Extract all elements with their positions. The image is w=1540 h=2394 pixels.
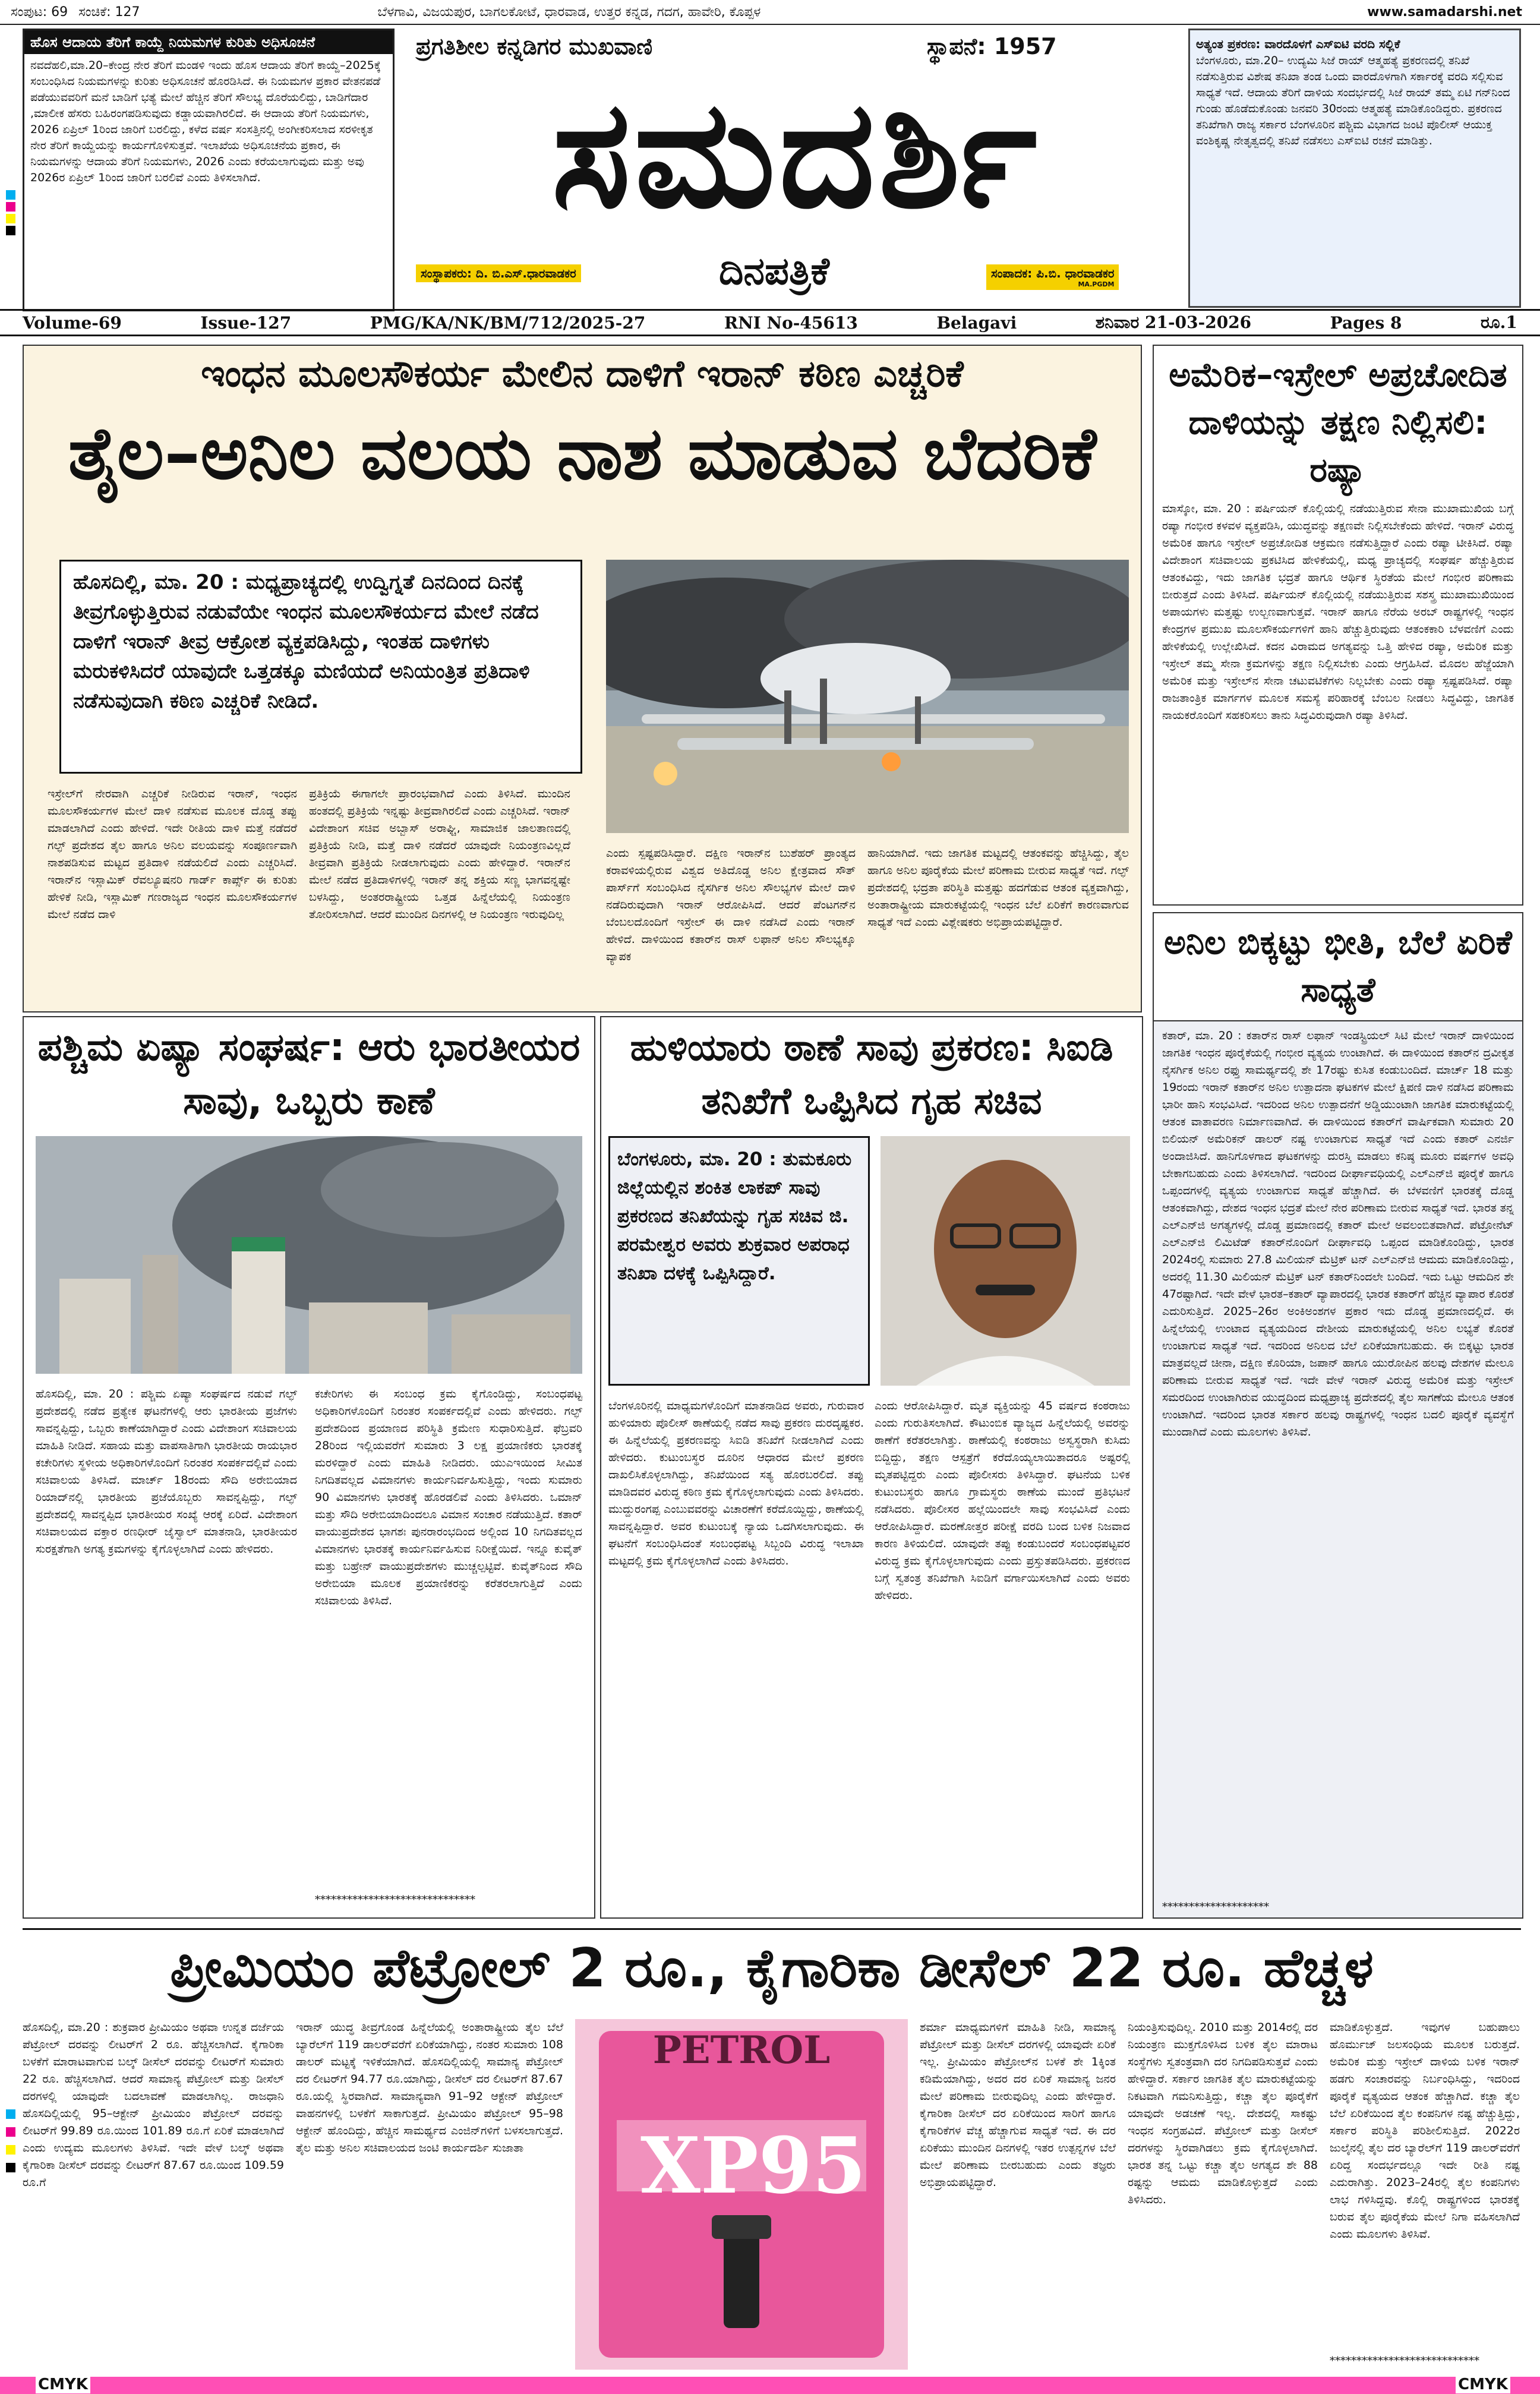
pages: Pages 8 xyxy=(1330,313,1402,333)
petrol-story xyxy=(23,1928,1521,2376)
issue-label: ಸಂಚಿಕೆ: 127 xyxy=(78,4,140,20)
petrol-column-1: ಹೊಸದಿಲ್ಲಿ, ಮಾ.20 : ಶುಕ್ರವಾರ ಪ್ರೀಮಿಯಂ ಅಥವಾ ಉನ್ನತ ದರ್ಜೆಯ ಪೆಟ್ರೋಲ್ ದರವನ್ನು ಲೀಟರ್‌ಗೆ 2 ರೂ. ಹೆಚ್ಚಿಸಲಾಗಿದೆ. ಕೈಗಾರಿಕಾ ಬಳಕೆಗೆ ಮಾರಾಟವಾಗುವ ಬಲ್ಕ್ ಡೀಸೆಲ್ ದರವನ್ನು ಲೀಟರ್‌ಗೆ ಸುಮಾರು 22 ರೂ. ಹೆಚ್ಚಿಸಲಾಗಿದೆ. ಆದರೆ ಸಾಮಾನ್ಯ ಪೆಟ್ರೋಲ್ ಮತ್ತು ಡೀಸೆಲ್ ದರಗಳಲ್ಲಿ ಯಾವುದೇ ಬದಲಾವಣೆ ಮಾಡಲಾಗಿಲ್ಲ. ರಾಜಧಾನಿ ಹೊಸದಿಲ್ಲಿಯಲ್ಲಿ 95–ಆಕ್ಟೇನ್ ಪ್ರೀಮಿಯಂ ಪೆಟ್ರೋಲ್ ದರವನ್ನು ಲೀಟರ್‌ಗೆ 99.89 ರೂ.ಯಿಂದ 101.89 ರೂ.ಗೆ ಏರಿಕೆ ಮಾಡಲಾಗಿದೆ ಎಂದು ಉದ್ಯಮ ಮೂಲಗಳು ತಿಳಿಸಿವೆ. ಇದೇ ವೇಳೆ ಬಲ್ಕ್ ಅಥವಾ ಕೈಗಾರಿಕಾ ಡೀಸೆಲ್ ದರವನ್ನು ಲೀಟರ್‌ಗೆ 87.67 ರೂ.ಯಿಂದ 109.59 ರೂ.ಗೆ xyxy=(23,2021,284,2189)
lead-story xyxy=(23,345,1142,1013)
west-asia-column-2: ಕಚೇರಿಗಳು ಈ ಸಂಬಂಧ ಕ್ರಮ ಕೈಗೊಂಡಿದ್ದು, ಸಂಬಂಧಪಟ್ಟ ಅಧಿಕಾರಿಗಳೊಂದಿಗೆ ನಿರಂತರ ಸಂಪರ್ಕದಲ್ಲಿವೆ ಎಂದು ಹೇಳಿದರು. ಗಲ್ಫ್ ಪ್ರದೇಶದಿಂದ ಪ್ರಯಾಣದ ಪರಿಸ್ಥಿತಿ ಕ್ರಮೇಣ ಸುಧಾರಿಸುತ್ತಿದೆ. ಫೆಬ್ರವರಿ 28ರಿಂದ ಇಲ್ಲಿಯವರೆಗೆ ಸುಮಾರು 3 ಲಕ್ಷ ಪ್ರಯಾಣಿಕರು ಭಾರತಕ್ಕೆ ಮರಳಿದ್ದಾರೆ ಎಂದು ಮಾಹಿತಿ ನೀಡಿದರು. ಯುಎಇಯಿಂದ ಸೀಮಿತ ನಿಗದಿತವಲ್ಲದ ವಿಮಾನಗಳು ಕಾರ್ಯನಿರ್ವಹಿಸುತ್ತಿದ್ದು, ಇಂದು ಸುಮಾರು 90 ವಿಮಾನಗಳು ಭಾರತಕ್ಕೆ ಹೊರಡಲಿವೆ ಎಂದು ತಿಳಿಸಿದರು. ಒಮಾನ್ ಮತ್ತು ಸೌದಿ ಅರೇಬಿಯಾದಿಂದಲೂ ವಿಮಾನ ಸಂಚಾರ ನಡೆಯುತ್ತಿದೆ. ಕತಾರ್ ವಾಯುಪ್ರದೇಶದ ಭಾಗಶಃ ಪುನರಾರಂಭದಿಂದ ಅಲ್ಲಿಂದ 10 ನಿಗದಿತವಲ್ಲದ ವಿಮಾನಗಳು ಭಾರತಕ್ಕೆ ಕಾರ್ಯನಿರ್ವಹಿಸುವ ನಿರೀಕ್ಷೆಯಿದೆ. ಇನ್ನೂ ಕುವೈತ್ ಮತ್ತು ಬಹ್ರೇನ್ ವಾಯುಪ್ರದೇಶಗಳು ಮುಚ್ಚಲ್ಪಟ್ಟಿವೆ. ಕುವೈತ್‌ನಿಂದ ಸೌದಿ ಅರೇಬಿಯಾ ಮೂಲಕ ಪ್ರಯಾಣಿಕರನ್ನು ಕರೆತರಲಾಗುತ್ತಿದೆ ಎಂದು ಸಚಿವಾಲಯ ತಿಳಿಸಿದೆ. xyxy=(315,1387,582,1607)
newspaper-title: ಸಮದರ್ಶಿ xyxy=(551,68,1041,241)
registration: PMG/KA/NK/BM/712/2025-27 xyxy=(370,313,646,333)
lead-column-4: ಹಾನಿಯಾಗಿದೆ. ಇದು ಜಾಗತಿಕ ಮಟ್ಟದಲ್ಲಿ ಆತಂಕವನ್ನು ಹೆಚ್ಚಿಸಿದ್ದು, ತೈಲ ಹಾಗೂ ಅನಿಲ ಪೂರೈಕೆಯ ಮೇಲೆ ಪರಿಣಾಮ ಬೀರುವ ಸಾಧ್ಯತೆ ಇದೆ. ಗಲ್ಫ್ ಪ್ರದೇಶದಲ್ಲಿ ಭದ್ರತಾ ಪರಿಸ್ಥಿತಿ ಮತ್ತಷ್ಟು ಹದಗೆಡುವ ಆತಂಕ ವ್ಯಕ್ತವಾಗಿದ್ದು, ಅಂತಾರಾಷ್ಟ್ರೀಯ ಮಾರುಕಟ್ಟೆಯಲ್ಲಿ ಇಂಧನ ಬೆಲೆ ಏರಿಕೆಗೆ ಕಾರಣವಾಗುವ ಸಾಧ್ಯತೆ ಇದೆ ಎಂದು ವಿಶ್ಲೇಷಕರು ಅಭಿಪ್ರಾಯಪಟ್ಟಿದ್ದಾರೆ. xyxy=(867,847,1129,929)
issue: Issue-127 xyxy=(200,313,292,333)
lead-summary: ಹೊಸದಿಲ್ಲಿ, ಮಾ. 20 : ಮಧ್ಯಪ್ರಾಚ್ಯದಲ್ಲಿ ಉದ್ವಿಗ್ನತೆ ದಿನದಿಂದ ದಿನಕ್ಕೆ ತೀವ್ರಗೊಳ್ಳುತ್ತಿರುವ ನಡುವೆಯೇ ಇಂಧನ ಮೂಲಸೌಕರ್ಯದ ಮೇಲೆ ನಡೆದ ದಾಳಿಗೆ ಇರಾನ್ ತೀವ್ರ ಆಕ್ರೋಶ ವ್ಯಕ್ತಪಡಿಸಿದ್ದು, ಇಂತಹ ದಾಳಿಗಳು ಮರುಕಳಿಸಿದರೆ ಯಾವುದೇ ಒತ್ತಡಕ್ಕೂ ಮಣಿಯದೆ ಅನಿಯಂತ್ರಿತ ಪ್ರತಿದಾಳಿ ನಡೆಸುವುದಾಗಿ ಕಠಿಣ ಎಚ್ಚರಿಕೆ ನೀಡಿದೆ. xyxy=(59,560,582,774)
gas-crisis-body: ಕತಾರ್, ಮಾ. 20 : ಕತಾರ್‌ನ ರಾಸ್ ಲಫಾನ್ ಇಂಡಸ್ಟ್ರಿಯಲ್ ಸಿಟಿ ಮೇಲೆ ಇರಾನ್ ದಾಳಿಯಿಂದ ಜಾಗತಿಕ ಇಂಧನ ಪೂರೈಕೆಯಲ್ಲಿ ಗಂಭೀರ ವ್ಯತ್ಯಯ ಉಂಟಾಗಿದೆ. ಈ ದಾಳಿಯಿಂದ ಕತಾರ್‌ನ ದ್ರವೀಕೃತ ನೈಸರ್ಗಿಕ ಅನಿಲ ರಫ್ತು ಸಾಮರ್ಥ್ಯದಲ್ಲಿ ಶೇ 17ರಷ್ಟು ಕುಸಿತ ಕಂಡುಬಂದಿದೆ. ಮಾರ್ಚ್ 18 ಮತ್ತು 19ರಂದು ಇರಾನ್ ಕತಾರ್‌ನ ಅನಿಲ ಉತ್ಪಾದನಾ ಘಟಕಗಳ ಮೇಲೆ ಕ್ಷಿಪಣಿ ದಾಳಿ ನಡೆಸಿದ ಪರಿಣಾಮ ಭಾರೀ ಹಾನಿ ಸಂಭವಿಸಿದೆ. ಇದರಿಂದ ಅನಿಲ ಉತ್ಪಾದನೆಗೆ ಅಡ್ಡಿಯುಂಟಾಗಿ ಜಾಗತಿಕ ಮಾರುಕಟ್ಟೆಯಲ್ಲಿ ಆತಂಕ ವಾತಾವರಣ ನಿರ್ಮಾಣವಾಗಿದೆ. ಈ ದಾಳಿಯಿಂದ ಕತಾರ್‌ಗೆ ವಾರ್ಷಿಕವಾಗಿ ಸುಮಾರು 20 ಬಿಲಿಯನ್ ಅಮೆರಿಕನ್ ಡಾಲರ್ ನಷ್ಟ ಉಂಟಾಗುವ ಸಾಧ್ಯತೆ ಇದೆ ಎಂದು ಕತಾರ್ ಎನರ್ಜಿ ಅಂದಾಜಿಸಿದೆ. ಹಾನಿಗೊಳಗಾದ ಘಟಕಗಳನ್ನು ದುರಸ್ತಿ ಮಾಡಲು ಕನಿಷ್ಠ ಮೂರು ವರ್ಷಗಳ ಅವಧಿ ಬೇಕಾಗಬಹುದು ಎಂದು ತಿಳಿಸಲಾಗಿದೆ. ಇದರಿಂದ ದೀರ್ಘಾವಧಿಯಲ್ಲಿ ಎಲ್‌ಎನ್‌ಜಿ ಪೂರೈಕೆ ಹಾಗೂ ಒಪ್ಪಂದಗಳಲ್ಲಿ ವ್ಯತ್ಯಯ ಉಂಟಾಗುವ ಸಾಧ್ಯತೆ ಹೆಚ್ಚಾಗಿದೆ. ಈ ಬೆಳವಣಿಗೆ ಭಾರತಕ್ಕೆ ದೊಡ್ಡ ಆತಂಕವಾಗಿದ್ದು, ದೇಶದ ಇಂಧನ ಭದ್ರತೆ ಮೇಲೆ ನೇರ ಪರಿಣಾಮ ಬೀರುವ ಸಾಧ್ಯತೆ ಇದೆ. ಭಾರತ ತನ್ನ ಎಲ್‌ಎನ್‌ಜಿ ಅಗತ್ಯಗಳಲ್ಲಿ ದೊಡ್ಡ ಪ್ರಮಾಣದಲ್ಲಿ ಕತಾರ್ ಮೇಲೆ ಅವಲಂಬಿತವಾಗಿದೆ. ಪೆಟ್ರೋನೆಟ್ ಎಲ್‌ಎನ್‌ಜಿ ಲಿಮಿಟೆಡ್ ಕತಾರ್‌ನೊಂದಿಗೆ ದೀರ್ಘಾವಧಿ ಒಪ್ಪಂದ ಮಾಡಿಕೊಂಡಿದ್ದು, ಭಾರತ 2024ರಲ್ಲಿ ಸುಮಾರು 27.8 ಮಿಲಿಯನ್ ಮೆಟ್ರಿಕ್ ಟನ್ ಎಲ್‌ಎನ್‌ಜಿ ಆಮದು ಮಾಡಿಕೊಂಡಿದ್ದು, ಅದರಲ್ಲಿ 11.30 ಮಿಲಿಯನ್ ಮೆಟ್ರಿಕ್ ಟನ್ ಕತಾರ್‌ನಿಂದಲೇ ಬಂದಿದೆ. ಇದು ಒಟ್ಟು ಆಮದಿನ ಶೇ 47ರಷ್ಟಾಗಿದೆ. ಇದೇ ವೇಳೆ ಭಾರತ–ಕತಾರ್ ವ್ಯಾಪಾರದಲ್ಲಿ ಭಾರತ ಕತಾರ್‌ಗೆ ಹೆಚ್ಚಿನ ವ್ಯಾಪಾರ ಕೊರತೆ ಎದುರಿಸುತ್ತಿದೆ. 2025–26ರ ಅಂಕಿಅಂಶಗಳ ಪ್ರಕಾರ ಇದು ದೊಡ್ಡ ಪ್ರಮಾಣದಲ್ಲಿದೆ. ಈ ಹಿನ್ನೆಲೆಯಲ್ಲಿ ಉಂಟಾದ ವ್ಯತ್ಯಯದಿಂದ ದೇಶೀಯ ಮಾರುಕಟ್ಟೆಯಲ್ಲಿ ಅನಿಲ ಲಭ್ಯತೆ ಕೊರತೆ ಉಂಟಾಗುವ ಸಾಧ್ಯತೆ ಇದೆ. ಇದರಿಂದ ಅನಿಲದ ಬೆಲೆ ಏರಿಕೆಯಾಗಬಹುದು. ಈ ಬಿಕ್ಕಟ್ಟು ಭಾರತ ಮಾತ್ರವಲ್ಲದೆ ಚೀನಾ, ದಕ್ಷಿಣ ಕೊರಿಯಾ, ಜಪಾನ್ ಹಾಗೂ ಯುರೋಪಿನ ಹಲವು ದೇಶಗಳ ಮೇಲೂ ಪರಿಣಾಮ ಬೀರುವ ಸಾಧ್ಯತೆ ಇದೆ. ಇದೇ ವೇಳೆ ಇರಾನ್ ವಿರುದ್ಧ ಅಮೆರಿಕ ಮತ್ತು ಇಸ್ರೇಲ್ ಸಮರದಿಂದ ಉಂಟಾಗಿರುವ ಯುದ್ಧದಿಂದ ಮಧ್ಯಪ್ರಾಚ್ಯ ಪ್ರದೇಶದಲ್ಲಿ ತೈಲ ಸಾಗಣೆಯ ಮೇಲೂ ಆತಂಕ ಉಂಟಾಗಿದೆ. ಇದರಿಂದ ಭಾರತ ಸರ್ಕಾರ ಹಲವು ರಾಷ್ಟ್ರಗಳಲ್ಲಿ ಇಂಧನ ಬದಲಿ ಪೂರೈಕೆ ವ್ಯವಸ್ಥೆಗೆ ಮುಂದಾಗಿದೆ ಎಂದು ಮೂಲಗಳು ತಿಳಿಸಿವೆ. xyxy=(1162,1029,1514,1439)
petrol-sign: PETROL xyxy=(652,2028,831,2073)
editions: ಬೆಳಗಾವಿ, ವಿಜಯಪುರ, ಬಾಗಲಕೋಟೆ, ಧಾರವಾಡ, ಉತ್ತರ ಕನ್ನಡ, ಗದಗ, ಹಾವೇರಿ, ಕೊಪ್ಪಳ xyxy=(377,4,761,20)
registration-black xyxy=(6,2163,15,2172)
minister-portrait xyxy=(881,1136,1130,1386)
income-tax-body: ನವದೆಹಲಿ,ಮಾ.20–ಕೇಂದ್ರ ನೇರ ತೆರಿಗೆ ಮಂಡಳಿ ಇಂದು ಹೊಸ ಆದಾಯ ತೆರಿಗೆ ಕಾಯ್ದೆ–2025ಕ್ಕೆ ಸಂಬಂಧಿಸಿದ ನಿಯಮಗಳನ್ನು ಕುರಿತು ಅಧಿಸೂಚನೆ ಹೊರಡಿಸಿದೆ. ಈ ನಿಯಮಗಳ ಪ್ರಕಾರ ವೇತನಪಡೆ ಪಡೆಯುವವರಿಗೆ ಮನೆ ಬಾಡಿಗೆ ಭತ್ಯೆ ಮೇಲೆ ಹೆಚ್ಚಿನ ತೆರಿಗೆ ಸೌಲಭ್ಯ ದೊರೆಯಲಿದ್ದು, ಬಾಡಿಗೆದಾರ ,ಮಾಲೀಕ ಹೆಸರು ಬಹಿರಂಗಪಡಿಸುವುದು ಕಡ್ಡಾಯವಾಗಿರಲಿದೆ. ಈ ಆದಾಯ ತೆರಿಗೆ ನಿಯಮಗಳು, 2026 ಏಪ್ರಿಲ್ 1ರಿಂದ ಜಾರಿಗೆ ಬರಲಿದ್ದು, ಕಳೆದ ವರ್ಷ ಸಂಸತ್ತಿನಲ್ಲಿ ಅಂಗೀಕರಿಸಲಾದ ಸರಳೀಕೃತ ನೇರ ತೆರಿಗೆ ಕಾಯ್ದೆಯನ್ನು ಕಾರ್ಯಗೊಳಿಸುತ್ತವೆ. ಇಲಾಖೆಯ ಅಧಿಸೂಚನೆಯ ಪ್ರಕಾರ, ಈ ನಿಯಮಗಳನ್ನು ಆದಾಯ ತೆರಿಗೆ ನಿಯಮಗಳು, 2026 ಎಂದು ಕರೆಯಲಾಗುವುದು ಮತ್ತು ಅವು 2026ರ ಏಪ್ರಿಲ್ 1ರಿಂದ ಜಾರಿಗೆ ಬರಲಿವೆ ಎಂದು ತಿಳಿಸಲಾಗಿದೆ. xyxy=(30,59,381,184)
registration-magenta xyxy=(6,2127,15,2137)
price: ರೂ.1 xyxy=(1481,313,1517,332)
huliyaru-summary: ಬೆಂಗಳೂರು, ಮಾ. 20 : ತುಮಕೂರು ಜಿಲ್ಲೆಯಲ್ಲಿನ ಶಂಕಿತ ಲಾಕಪ್ ಸಾವು ಪ್ರಕರಣದ ತನಿಖೆಯನ್ನು ಗೃಹ ಸಚಿವ ಜಿ. ಪರಮೇಶ್ವರ ಅವರು ಶುಕ್ರವಾರ ಅಪರಾಧ ತನಿಖಾ ದಳಕ್ಕೆ ಒಪ್ಪಿಸಿದ್ದಾರೆ. xyxy=(608,1136,870,1386)
city-smoke-photo xyxy=(36,1136,582,1374)
registration-yellow xyxy=(6,2145,15,2155)
lead-column-2: ಪ್ರತಿಕ್ರಿಯೆ ಈಗಾಗಲೇ ಪ್ರಾರಂಭವಾಗಿದೆ ಎಂದು ತಿಳಿಸಿದೆ. ಮುಂದಿನ ಹಂತದಲ್ಲಿ ಪ್ರತಿಕ್ರಿಯೆ ಇನ್ನಷ್ಟು ತೀವ್ರವಾಗಿರಲಿದೆ ಎಂದು ಎಚ್ಚರಿಸಿದೆ. ಇರಾನ್ ವಿದೇಶಾಂಗ ಸಚಿವ ಅಬ್ಬಾಸ್ ಅರಾಘ್ಚಿ, ಸಾಮಾಜಿಕ ಜಾಲತಾಣದಲ್ಲಿ ಪ್ರತಿಕ್ರಿಯೆ ನೀಡಿ, ಮತ್ತೆ ದಾಳಿ ನಡೆದರೆ ಯಾವುದೇ ನಿಯಂತ್ರಣವಿಲ್ಲದೆ ತೀವ್ರವಾಗಿ ಪ್ರತಿಕ್ರಿಯೆ ನೀಡಲಾಗುವುದು ಎಂದು ಹೇಳಿದ್ದಾರೆ. ಇರಾನ್‌ನ ಮೇಲೆ ನಡೆದ ಪ್ರತಿದಾಳಿಗಳಲ್ಲಿ ಇರಾನ್ ತನ್ನ ಶಕ್ತಿಯ ಸಣ್ಣ ಭಾಗವನ್ನಷ್ಟೇ ಬಳಸಿದ್ದು, ಅಂತರರಾಷ್ಟ್ರೀಯ ಒತ್ತಡ ಹಿನ್ನೆಲೆಯಲ್ಲಿ ನಿಯಂತ್ರಣ ತೋರಿಸಲಾಗಿದೆ. ಆದರೆ ಮುಂದಿನ ದಿನಗಳಲ್ಲಿ ಆ ನಿಯಂತ್ರಣ ಇರುವುದಿಲ್ಲ xyxy=(309,787,570,921)
lead-headline[interactable]: ತೈಲ–ಅನಿಲ ವಲಯ ನಾಶ ಮಾಡುವ ಬೆದರಿಕೆ xyxy=(68,411,1097,496)
gas-crisis-headline[interactable]: ಅನಿಲ ಬಿಕ್ಕಟ್ಟು ಭೀತಿ, ಬೆಲೆ ಏರಿಕೆ ಸಾಧ್ಯತೆ xyxy=(1154,913,1522,1021)
footer-strip xyxy=(0,2377,1540,2394)
registration-cyan xyxy=(6,2109,15,2119)
sit-report-box xyxy=(1188,29,1521,308)
founded: ಸ್ಥಾಪನೆ: 1957 xyxy=(927,33,1057,59)
date: ಶನಿವಾರ 21-03-2026 xyxy=(1095,313,1252,332)
income-tax-heading: ಹೊಸ ಆದಾಯ ತೆರಿಗೆ ಕಾಯ್ದೆ ನಿಯಮಗಳ ಕುರಿತು ಅಧಿಸೂಚನೆ xyxy=(24,30,393,54)
huliyaru-headline[interactable]: ಹುಳಿಯಾರು ಠಾಣೆ ಸಾವು ಪ್ರಕರಣ: ಸಿಐಡಿ ತನಿಖೆಗೆ ಒಪ್ಪಿಸಿದ ಗೃಹ ಸಚಿವ xyxy=(630,1026,1113,1122)
editor-name: ಸಂಪಾದಕ: ಪಿ.ಬಿ. ಧಾರವಾಡಕರ xyxy=(991,266,1115,280)
gas-crisis-story xyxy=(1153,912,1523,1919)
sit-report-body: ಬೆಂಗಳೂರು, ಮಾ.20– ಉದ್ಯಮಿ ಸಿಜೆ ರಾಯ್ ಆತ್ಮಹತ್ಯೆ ಪ್ರಕರಣದಲ್ಲಿ ತನಿಖೆ ನಡೆಸುತ್ತಿರುವ ವಿಶೇಷ ತನಿಖಾ ತಂಡ ಒಂದು ವಾರದೊಳಗಾಗಿ ಸರ್ಕಾರಕ್ಕೆ ವರದಿ ಸಲ್ಲಿಸುವ ಸಾಧ್ಯತೆ ಇದೆ. ಆದಾಯ ತೆರಿಗೆ ದಾಳಿಯ ಸಂದರ್ಭದಲ್ಲಿ ಸಿಜೆ ರಾಯ್ ತಮ್ಮ ಏಟಿ ಗನ್‌ನಿಂದ ಗುಂಡು ಹೊಡೆದುಕೊಂಡು ಜನವರಿ 30ರಂದು ಆತ್ಮಹತ್ಯೆ ಮಾಡಿಕೊಂಡಿದ್ದರು. ಪ್ರಕರಣದ ತನಿಖೆಗಾಗಿ ರಾಜ್ಯ ಸರ್ಕಾರ ಬೆಂಗಳೂರಿನ ಪಶ್ಚಿಮ ವಿಭಾಗದ ಜಂಟಿ ಪೊಲೀಸ್ ಆಯುಕ್ತ ವಂಶಿಕೃಷ್ಣ ನೇತೃತ್ವದಲ್ಲಿ ತನಿಖೆ ನಡೆಸಲು ಎಸ್‌ಐಟಿ ರಚನೆ ಮಾಡಿತ್ತು. xyxy=(1196,54,1510,147)
russia-headline[interactable]: ಅಮೆರಿಕ–ಇಸ್ರೇಲ್ ಅಪ್ರಚೋದಿತ ದಾಳಿಯನ್ನು ತಕ್ಷಣ ನಿಲ್ಲಿಸಲಿ: ರಷ್ಯಾ xyxy=(1169,356,1507,490)
huliyaru-column-1: ಬೆಂಗಳೂರಿನಲ್ಲಿ ಮಾಧ್ಯಮಗಳೊಂದಿಗೆ ಮಾತನಾಡಿದ ಅವರು, ಗುರುವಾರ ಹುಳಿಯಾರು ಪೊಲೀಸ್ ಠಾಣೆಯಲ್ಲಿ ನಡೆದ ಸಾವು ಪ್ರಕರಣ ದುರದೃಷ್ಟಕರ. ಈ ಹಿನ್ನೆಲೆಯಲ್ಲಿ ಪ್ರಕರಣವನ್ನು ಸಿಐಡಿ ತನಿಖೆಗೆ ನೀಡಲಾಗಿದೆ ಎಂದು ಹೇಳಿದರು. ಕುಟುಂಬಸ್ಥರ ದೂರಿನ ಆಧಾರದ ಮೇಲೆ ಪ್ರಕರಣ ದಾಖಲಿಸಿಕೊಳ್ಳಲಾಗಿದ್ದು, ತನಿಖೆಯಿಂದ ಸತ್ಯ ಹೊರಬರಲಿದೆ. ತಪ್ಪು ಮಾಡಿದವರ ವಿರುದ್ಧ ಕಠಿಣ ಕ್ರಮ ಕೈಗೊಳ್ಳಲಾಗುವುದು ಎಂದು ತಿಳಿಸಿದರು. ಮುದ್ದುರಂಗಪ್ಪ ಎಂಬುವವರನ್ನು ವಿಚಾರಣೆಗೆ ಕರೆದೊಯ್ದಿದ್ದು, ಠಾಣೆಯಲ್ಲಿ ಸಾವನ್ನಪ್ಪಿದ್ದಾರೆ. ಅವರ ಕುಟುಂಬಕ್ಕೆ ನ್ಯಾಯ ಒದಗಿಸಲಾಗುವುದು. ಈ ಘಟನೆಗೆ ಸಂಬಂಧಿಸಿದಂತೆ ಸಂಬಂಧಪಟ್ಟ ಸಿಬ್ಬಂದಿ ವಿರುದ್ಧ ಇಲಾಖಾ ಮಟ್ಟದಲ್ಲಿ ಕ್ರಮ ಕೈಗೊಳ್ಳಲಾಗಿದೆ ಎಂದು ತಿಳಿಸಿದರು. xyxy=(608,1399,864,1567)
tagline: ಪ್ರಗತಿಶೀಲ ಕನ್ನಡಿಗರ ಮುಖವಾಣಿ xyxy=(416,33,653,59)
registration-cyan xyxy=(6,190,15,200)
registration-yellow xyxy=(6,214,15,223)
west-asia-headline[interactable]: ಪಶ್ಚಿಮ ಏಷ್ಯಾ ಸಂಘರ್ಷ: ಆರು ಭಾರತೀಯರ ಸಾವು, ಒಬ್ಬರು ಕಾಣೆ xyxy=(37,1026,580,1123)
petrol-column-4: ನಿಯಂತ್ರಿಸುವುದಿಲ್ಲ. 2010 ಮತ್ತು 2014ರಲ್ಲಿ ದರ ನಿಯಂತ್ರಣ ಮುಕ್ತಗೊಳಿಸಿದ ಬಳಿಕ ತೈಲ ಮಾರಾಟ ಸಂಸ್ಥೆಗಳು ಸ್ವತಂತ್ರವಾಗಿ ದರ ನಿಗದಿಪಡಿಸುತ್ತವೆ ಎಂದು ಹೇಳಿದ್ದಾರೆ. ಸರ್ಕಾರ ಜಾಗತಿಕ ತೈಲ ಮಾರುಕಟ್ಟೆಯನ್ನು ನಿಕಟವಾಗಿ ಗಮನಿಸುತ್ತಿದ್ದು, ಕಚ್ಚಾ ತೈಲ ಪೂರೈಕೆಗೆ ಯಾವುದೇ ಅಡಚಣೆ ಇಲ್ಲ. ದೇಶದಲ್ಲಿ ಸಾಕಷ್ಟು ಇಂಧನ ಸಂಗ್ರಹವಿದೆ. ಪೆಟ್ರೋಲ್ ಮತ್ತು ಡೀಸೆಲ್ ದರಗಳನ್ನು ಸ್ಥಿರವಾಗಿಡಲು ಕ್ರಮ ಕೈಗೊಳ್ಳಲಾಗಿದೆ. ಭಾರತ ತನ್ನ ಒಟ್ಟು ಕಚ್ಚಾ ತೈಲ ಅಗತ್ಯದ ಶೇ 88 ರಷ್ಟನ್ನು ಆಮದು ಮಾಡಿಕೊಳ್ಳುತ್ತದೆ ಎಂದು ತಿಳಿಸಿದರು. xyxy=(1128,2021,1318,2206)
founder-label: ಸಂಸ್ಥಾಪಕರು: ದಿ. ಬಿ.ಎಸ್.ಧಾರವಾಡಕರ xyxy=(416,264,581,282)
sit-report-heading: ಅತ್ಯಂತ ಪ್ರಕರಣ: ವಾರದೊಳಗೆ ಎಸ್‌ಐಟಿ ವರದಿ ಸಲ್ಲಿಕೆ xyxy=(1196,37,1400,51)
huliyaru-column-2: ಎಂದು ಆರೋಪಿಸಿದ್ದಾರೆ. ಮೃತ ವ್ಯಕ್ತಿಯನ್ನು 45 ವರ್ಷದ ಕಂಠರಾಜು ಎಂದು ಗುರುತಿಸಲಾಗಿದೆ. ಕೌಟುಂಬಿಕ ವ್ಯಾಜ್ಯದ ಹಿನ್ನೆಲೆಯಲ್ಲಿ ಅವರನ್ನು ಠಾಣೆಗೆ ಕರೆತರಲಾಗಿತ್ತು. ಠಾಣೆಯಲ್ಲಿ ಕಂಠರಾಜು ಅಸ್ವಸ್ಥರಾಗಿ ಕುಸಿದು ಬಿದ್ದಿದ್ದು, ತಕ್ಷಣ ಆಸ್ಪತ್ರೆಗೆ ಕರೆದೊಯ್ಯಲಾಯಿತಾದರೂ ಅಷ್ಟರಲ್ಲಿ ಮೃತಪಟ್ಟಿದ್ದರು ಎಂದು ಪೊಲೀಸರು ತಿಳಿಸಿದ್ದಾರೆ. ಘಟನೆಯ ಬಳಿಕ ಕುಟುಂಬಸ್ಥರು ಹಾಗೂ ಗ್ರಾಮಸ್ಥರು ಠಾಣೆಯ ಮುಂದೆ ಪ್ರತಿಭಟನೆ ನಡೆಸಿದರು. ಪೊಲೀಸರ ಹಲ್ಲೆಯಿಂದಲೇ ಸಾವು ಸಂಭವಿಸಿದೆ ಎಂದು ಆರೋಪಿಸಿದ್ದಾರೆ. ಮರಣೋತ್ತರ ಪರೀಕ್ಷೆ ವರದಿ ಬಂದ ಬಳಿಕ ನಿಜವಾದ ಕಾರಣ ತಿಳಿಯಲಿದೆ. ಯಾವುದೇ ತಪ್ಪು ಕಂಡುಬಂದರೆ ಸಂಬಂಧಪಟ್ಟವರ ವಿರುದ್ಧ ಕ್ರಮ ಕೈಗೊಳ್ಳಲಾಗುವುದು ಎಂದು ಪ್ರಸ್ತುತಪಡಿಸಿದರು. ಪ್ರಕರಣದ ಬಗ್ಗೆ ಸ್ವತಂತ್ರ ತನಿಖೆಗಾಗಿ ಸಿಐಡಿಗೆ ವರ್ಗಾಯಿಸಲಾಗಿದೆ ಎಂದು ಅವರು ಹೇಳಿದರು. xyxy=(875,1399,1130,1602)
top-strip xyxy=(0,0,1540,25)
lead-kicker: ಇಂಧನ ಮೂಲಸೌಕರ್ಯ ಮೇಲಿನ ದಾಳಿಗೆ ಇರಾನ್ ಕಠಿಣ ಎಚ್ಚರಿಕೆ xyxy=(201,352,964,395)
oil-facility-fire-photo xyxy=(606,560,1129,833)
west-asia-column-1: ಹೊಸದಿಲ್ಲಿ, ಮಾ. 20 : ಪಶ್ಚಿಮ ಏಷ್ಯಾ ಸಂಘರ್ಷದ ನಡುವೆ ಗಲ್ಫ್ ಪ್ರದೇಶದಲ್ಲಿ ನಡೆದ ಪ್ರತ್ಯೇಕ ಘಟನೆಗಳಲ್ಲಿ ಆರು ಭಾರತೀಯ ಪ್ರಜೆಗಳು ಸಾವನ್ನಪ್ಪಿದ್ದು, ಒಬ್ಬರು ಕಾಣೆಯಾಗಿದ್ದಾರೆ ಎಂದು ವಿದೇಶಾಂಗ ಸಚಿವಾಲಯ ಮಾಹಿತಿ ನೀಡಿದೆ. ಸಹಾಯ ಮತ್ತು ವಾಪಸಾತಿಗಾಗಿ ಭಾರತೀಯ ರಾಯಭಾರ ಕಚೇರಿಗಳು ಸ್ಥಳೀಯ ಅಧಿಕಾರಿಗಳೊಂದಿಗೆ ನಿರಂತರ ಸಂಪರ್ಕದಲ್ಲಿವೆ ಎಂದು ಸಚಿವಾಲಯ ತಿಳಿಸಿದೆ. ಮಾರ್ಚ್ 18ರಂದು ಸೌದಿ ಅರೇಬಿಯಾದ ರಿಯಾದ್‌ನಲ್ಲಿ ಭಾರತೀಯ ಪ್ರಜೆಯೊಬ್ಬರು ಸಾವನ್ನಪ್ಪಿದ್ದು, ಗಲ್ಫ್ ಪ್ರದೇಶದಲ್ಲಿ ಸಾವನ್ನಪ್ಪಿದ ಭಾರತೀಯರ ಸಂಖ್ಯೆ ಆರಕ್ಕೆ ಏರಿದೆ. ವಿದೇಶಾಂಗ ಸಚಿವಾಲಯದ ವಕ್ತಾರ ರಣಧೀರ್ ಜೈಸ್ವಾಲ್ ಮಾತನಾಡಿ, ಭಾರತೀಯರ ಸುರಕ್ಷತೆಗಾಗಿ ಅಗತ್ಯ ಕ್ರಮಗಳನ್ನು ಕೈಗೊಳ್ಳಲಾಗಿದೆ ಎಂದು ಹೇಳಿದರು. xyxy=(36,1387,297,1556)
petrol-column-2: ಇರಾನ್ ಯುದ್ಧ ತೀವ್ರಗೊಂಡ ಹಿನ್ನೆಲೆಯಲ್ಲಿ ಅಂತಾರಾಷ್ಟ್ರೀಯ ತೈಲ ಬೆಲೆ ಬ್ಯಾರೆಲ್‌ಗೆ 119 ಡಾಲರ್‌ವರೆಗೆ ಏರಿಕೆಯಾಗಿದ್ದು, ನಂತರ ಸುಮಾರು 108 ಡಾಲರ್ ಮಟ್ಟಕ್ಕೆ ಇಳಿಕೆಯಾಗಿದೆ. ಹೊಸದಿಲ್ಲಿಯಲ್ಲಿ ಸಾಮಾನ್ಯ ಪೆಟ್ರೋಲ್ ದರ ಲೀಟರ್‌ಗೆ 94.77 ರೂ.ಯಾಗಿದ್ದು, ಡೀಸೆಲ್ ದರ ಲೀಟರ್‌ಗೆ 87.67 ರೂ.ಯಲ್ಲಿ ಸ್ಥಿರವಾಗಿದೆ. ಸಾಮಾನ್ಯವಾಗಿ 91–92 ಆಕ್ಟೇನ್ ಪೆಟ್ರೋಲ್ ವಾಹನಗಳಲ್ಲಿ ಬಳಕೆಗೆ ಸಾಕಾಗುತ್ತದೆ. ಪ್ರೀಮಿಯಂ ಪೆಟ್ರೋಲ್ 95–98 ಆಕ್ಟೇನ್ ಹೊಂದಿದ್ದು, ಹೆಚ್ಚಿನ ಸಾಮರ್ಥ್ಯದ ಎಂಜಿನ್‌ಗಳಿಗೆ ಬಳಸಲಾಗುತ್ತದೆ. ತೈಲ ಮತ್ತು ಅನಿಲ ಸಚಿವಾಲಯದ ಜಂಟಿ ಕಾರ್ಯದರ್ಶಿ ಸುಜಾತಾ xyxy=(296,2021,563,2155)
petrol-headline[interactable]: ಪ್ರೀಮಿಯಂ ಪೆಟ್ರೋಲ್ 2 ರೂ., ಕೈಗಾರಿಕಾ ಡೀಸೆಲ್ 22 ರೂ. ಹೆಚ್ಚಳ xyxy=(170,1937,1374,1999)
russia-body: ಮಾಸ್ಕೋ, ಮಾ. 20 : ಪರ್ಷಿಯನ್ ಕೊಲ್ಲಿಯಲ್ಲಿ ನಡೆಯುತ್ತಿರುವ ಸೇನಾ ಮುಖಾಮುಖಿಯ ಬಗ್ಗೆ ರಷ್ಯಾ ಗಂಭೀರ ಕಳವಳ ವ್ಯಕ್ತಪಡಿಸಿ, ಯುದ್ಧವನ್ನು ತಕ್ಷಣವೇ ನಿಲ್ಲಿಸಬೇಕೆಂದು ಹೇಳಿದೆ. ಇರಾನ್ ವಿರುದ್ಧ ಅಮೆರಿಕ ಹಾಗೂ ಇಸ್ರೇಲ್ ಅಪ್ರಚೋದಿತ ಆಕ್ರಮಣ ನಡೆಸುತ್ತಿದ್ದಾರೆ ಎಂದು ರಷ್ಯಾ ಟೀಕಿಸಿದೆ. ರಷ್ಯಾ ವಿದೇಶಾಂಗ ಸಚಿವಾಲಯ ಪ್ರಕಟಿಸಿದ ಹೇಳಿಕೆಯಲ್ಲಿ, ಮಧ್ಯ ಪ್ರಾಚ್ಯದಲ್ಲಿ ಸಂಘರ್ಷ ಹೆಚ್ಚುತ್ತಿರುವ ಆತಂಕವಿದ್ದು, ಇದು ಜಾಗತಿಕ ಭದ್ರತೆ ಹಾಗೂ ಆರ್ಥಿಕ ಸ್ಥಿರತೆಯ ಮೇಲೆ ಗಂಭೀರ ಪರಿಣಾಮ ಬೀರುತ್ತದೆ ಎಂದು ತಿಳಿಸಿದೆ. ಪರ್ಷಿಯನ್ ಕೊಲ್ಲಿಯಲ್ಲಿ ನಡೆಯುತ್ತಿರುವ ಸಶಸ್ತ್ರ ಮುಖಾಮುಖಿಯಿಂದ ಅಪಾಯಗಳು ಮತ್ತಷ್ಟು ಉಲ್ಬಣವಾಗುತ್ತವೆ. ಇರಾನ್ ಹಾಗೂ ನೆರೆಯ ಅರಬ್ ರಾಷ್ಟ್ರಗಳಲ್ಲಿ ಇಂಧನ ಕೇಂದ್ರಗಳ ಪ್ರಮುಖ ಮೂಲಸೌಕರ್ಯಗಳಿಗೆ ಹಾನಿ ಹೆಚ್ಚುತ್ತಿರುವುದು ಆತಂಕಕಾರಿ ಬೆಳವಣಿಗೆ ಎಂದು ಹೇಳಿಕೆಯಲ್ಲಿ ಉಲ್ಲೇಖಿಸಿದೆ. ಕದನ ವಿರಾಮದ ಅಗತ್ಯವನ್ನು ಒತ್ತಿ ಹೇಳಿದ ರಷ್ಯಾ, ಅಮೆರಿಕ ಮತ್ತು ಇಸ್ರೇಲ್ ತಮ್ಮ ಸೇನಾ ಕ್ರಮಗಳನ್ನು ತಕ್ಷಣ ನಿಲ್ಲಿಸಬೇಕು ಎಂದು ಆಗ್ರಹಿಸಿದೆ. ಮೊದಲ ಹೆಜ್ಜೆಯಾಗಿ ಅಮೆರಿಕ ಮತ್ತು ಇಸ್ರೇಲ್‌ನ ಸೇನಾ ಚಟುವಟಿಕೆಗಳು ನಿಲ್ಲಬೇಕು ಎಂದು ರಷ್ಯಾ ಸ್ಪಷ್ಟಪಡಿಸಿದೆ. ರಷ್ಯಾ ರಾಜತಾಂತ್ರಿಕ ಮಾರ್ಗಗಳ ಮೂಲಕ ಸಮಸ್ಯೆ ಪರಿಹಾರಕ್ಕೆ ಬೆಂಬಲ ನೀಡಲು ಸಿದ್ಧವಿದ್ದು, ಜಾಗತಿಕ ನಾಯಕರೊಂದಿಗೆ ಸಹಕರಿಸಲು ತಾನು ಸಿದ್ಧವಿರುವುದಾಗಿ ರಷ್ಯಾ ತಿಳಿಸಿದೆ. xyxy=(1162,502,1514,722)
editor-degree: MA.PGDM xyxy=(1078,280,1115,288)
newspaper-subtitle: ದಿನಪತ್ರಿಕೆ xyxy=(719,250,829,294)
west-asia-divider: ****************************** xyxy=(315,1894,475,1906)
registration-magenta xyxy=(6,202,15,212)
gas-crisis-divider: ******************** xyxy=(1162,1901,1269,1913)
huliyaru-story xyxy=(600,1016,1143,1919)
volume: Volume-69 xyxy=(23,313,122,333)
lead-column-3: ಎಂದು ಸ್ಪಷ್ಟಪಡಿಸಿದ್ದಾರೆ. ದಕ್ಷಿಣ ಇರಾನ್‌ನ ಬುಶೆಹರ್ ಪ್ರಾಂತ್ಯದ ಕರಾವಳಿಯಲ್ಲಿರುವ ವಿಶ್ವದ ಅತಿದೊಡ್ಡ ಅನಿಲ ಕ್ಷೇತ್ರವಾದ ಸೌತ್ ಪಾರ್ಸ್‌ಗೆ ಸಂಬಂಧಿಸಿದ ನೈಸರ್ಗಿಕ ಅನಿಲ ಸೌಲಭ್ಯಗಳ ಮೇಲೆ ದಾಳಿ ನಡೆದಿರುವುದಾಗಿ ಇರಾನ್ ಆರೋಪಿಸಿದೆ. ಆದರೆ ಪೆಂಟಗನ್‌ನ ಬೆಂಬಲದೊಂದಿಗೆ ಇಸ್ರೇಲ್ ಈ ದಾಳಿ ನಡೆಸಿದೆ ಎಂದು ಇರಾನ್ ಹೇಳಿದೆ. ದಾಳಿಯಿಂದ ಕತಾರ್‌ನ ರಾಸ್ ಲಫಾನ್ ಅನಿಲ ಸೌಲಭ್ಯಕ್ಕೂ ವ್ಯಾಪಕ xyxy=(606,847,856,963)
income-tax-box xyxy=(23,29,395,311)
website-link[interactable]: www.samadarshi.net xyxy=(1367,4,1522,20)
lead-column-1: ಇಸ್ರೇಲ್‌ಗೆ ನೇರವಾಗಿ ಎಚ್ಚರಿಕೆ ನೀಡಿರುವ ಇರಾನ್, ಇಂಧನ ಮೂಲಸೌಕರ್ಯಗಳ ಮೇಲೆ ದಾಳಿ ನಡೆಸುವ ಮೂಲಕ ದೊಡ್ಡ ತಪ್ಪು ಮಾಡಲಾಗಿದೆ ಎಂದು ಹೇಳಿದೆ. ಇದೇ ರೀತಿಯ ದಾಳಿ ಮತ್ತೆ ನಡೆದರೆ ಗಲ್ಫ್ ಪ್ರದೇಶದ ತೈಲ ಹಾಗೂ ಅನಿಲ ವಲಯವನ್ನು ಸಂಪೂರ್ಣವಾಗಿ ನಾಶಪಡಿಸುವ ಮಟ್ಟದ ಪ್ರತಿದಾಳಿ ನಡೆಯಲಿದೆ ಎಂದು ಎಚ್ಚರಿಸಿದೆ. ಇರಾನ್‌ನ ಇಸ್ಲಾಮಿಕ್ ರೆವಲ್ಯೂಷನರಿ ಗಾರ್ಡ್ ಕಾರ್ಪ್ಸ್ ಈ ಕುರಿತು ಹೇಳಿಕೆ ನೀಡಿ, ಇಸ್ಲಾಮಿಕ್ ಗಣರಾಜ್ಯದ ಇಂಧನ ಮೂಲಸೌಕರ್ಯಗಳ ಮೇಲೆ ನಡೆದ ದಾಳಿ xyxy=(48,787,297,921)
russia-story xyxy=(1153,345,1523,906)
petrol-divider: **************************** xyxy=(1330,2355,1479,2367)
cmyk-right: CMYK xyxy=(1456,2376,1510,2393)
editor-label xyxy=(986,264,1119,290)
xp95-sign: XP95 xyxy=(640,2120,866,2211)
west-asia-story xyxy=(23,1016,595,1919)
city: Belagavi xyxy=(936,313,1017,333)
petrol-column-5: ಮಾಡಿಕೊಳ್ಳುತ್ತದೆ. ಇವುಗಳ ಬಹುಪಾಲು ಹೊರ್ಮುಜ್ ಜಲಸಂಧಿಯ ಮೂಲಕ ಬರುತ್ತದೆ. ಅಮೆರಿಕ ಮತ್ತು ಇಸ್ರೇಲ್ ದಾಳಿಯ ಬಳಿಕ ಇರಾನ್ ಹಡಗು ಸಂಚಾರವನ್ನು ನಿರ್ಬಂಧಿಸಿದ್ದು, ಇದರಿಂದ ಪೂರೈಕೆ ವ್ಯತ್ಯಯದ ಆತಂಕ ಹೆಚ್ಚಾಗಿದೆ. ಕಚ್ಚಾ ತೈಲ ಬೆಲೆ ಏರಿಕೆಯಿಂದ ತೈಲ ಕಂಪನಿಗಳ ನಷ್ಟ ಹೆಚ್ಚುತ್ತಿದ್ದು, ಸರ್ಕಾರ ಪರಿಸ್ಥಿತಿ ಪರಿಶೀಲಿಸುತ್ತಿದೆ. 2022ರ ಜುಲೈನಲ್ಲಿ ತೈಲ ದರ ಬ್ಯಾರೆಲ್‌ಗೆ 119 ಡಾಲರ್‌ವರೆಗೆ ಏರಿದ್ದ ಸಂದರ್ಭದಲ್ಲೂ ಇದೇ ರೀತಿ ನಷ್ಟ ಎದುರಾಗಿತ್ತು. 2023–24ರಲ್ಲಿ ತೈಲ ಕಂಪನಿಗಳು ಲಾಭ ಗಳಿಸಿದ್ದವು. ಕೊಲ್ಲಿ ರಾಷ್ಟ್ರಗಳಿಂದ ಭಾರತಕ್ಕೆ ಬರುವ ತೈಲ ಪೂರೈಕೆಯ ಮೇಲೆ ನಿಗಾ ವಹಿಸಲಾಗಿದೆ ಎಂದು ಮೂಲಗಳು ತಿಳಿಸಿವೆ. xyxy=(1330,2021,1520,2241)
registration-black xyxy=(6,226,15,235)
petrol-column-3: ಶರ್ಮಾ ಮಾಧ್ಯಮಗಳಿಗೆ ಮಾಹಿತಿ ನೀಡಿ, ಸಾಮಾನ್ಯ ಪೆಟ್ರೋಲ್ ಮತ್ತು ಡೀಸೆಲ್ ದರಗಳಲ್ಲಿ ಯಾವುದೇ ಏರಿಕೆ ಇಲ್ಲ. ಪ್ರೀಮಿಯಂ ಪೆಟ್ರೋಲ್‌ನ ಬಳಕೆ ಶೇ 1ಕ್ಕಿಂತ ಕಡಿಮೆಯಾಗಿದ್ದು, ಅದರ ದರ ಏರಿಕೆ ಸಾಮಾನ್ಯ ಜನರ ಮೇಲೆ ಪರಿಣಾಮ ಬೀರುವುದಿಲ್ಲ ಎಂದು ಹೇಳಿದ್ದಾರೆ. ಕೈಗಾರಿಕಾ ಡೀಸೆಲ್ ದರ ಏರಿಕೆಯಿಂದ ಸಾರಿಗೆ ಹಾಗೂ ಕೈಗಾರಿಕೆಗಳ ವೆಚ್ಚ ಹೆಚ್ಚಾಗುವ ಸಾಧ್ಯತೆ ಇದೆ. ಈ ದರ ಏರಿಕೆಯು ಮುಂದಿನ ದಿನಗಳಲ್ಲಿ ಇತರ ಉತ್ಪನ್ನಗಳ ಬೆಲೆ ಮೇಲೆ ಪರಿಣಾಮ ಬೀರಬಹುದು ಎಂದು ತಜ್ಞರು ಅಭಿಪ್ರಾಯಪಟ್ಟಿದ್ದಾರೆ. xyxy=(920,2021,1116,2189)
issue-info-bar xyxy=(0,309,1540,336)
volume-label: ಸಂಪುಟ: 69 xyxy=(11,4,68,20)
cmyk-left: CMYK xyxy=(36,2376,90,2393)
rni: RNI No-45613 xyxy=(724,313,858,333)
